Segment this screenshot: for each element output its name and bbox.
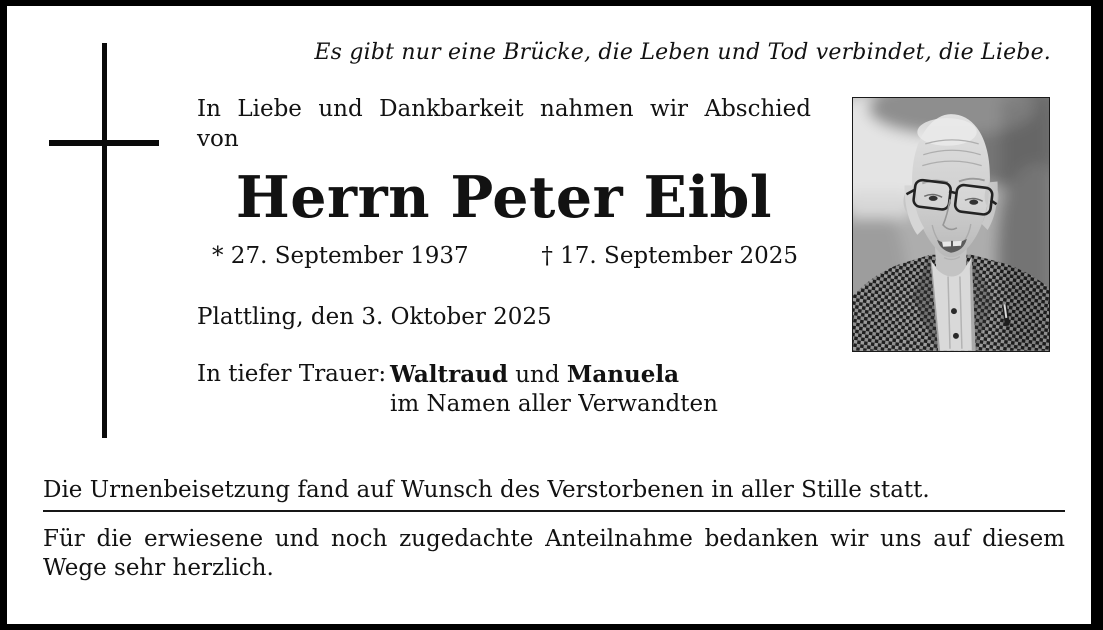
life-dates-row [212, 243, 798, 269]
deceased-portrait-photo [852, 97, 1050, 352]
mourner-name-2: Manuela [566, 361, 679, 388]
mourning-label: In tiefer Trauer: [197, 361, 387, 387]
cross-vertical-bar [102, 43, 107, 438]
mourner-name-1: Waltraud [390, 361, 508, 388]
footer-section [43, 476, 1065, 606]
portrait-illustration [853, 98, 1049, 351]
divider-line [43, 510, 1065, 512]
notice-content-area [7, 6, 1091, 624]
thanks-note-line1: Für die erwiesene und noch zugedachte Anteilnahme bedanken wir uns auf diesem [43, 526, 1065, 552]
cross-horizontal-bar [49, 140, 159, 146]
place-and-date: Plattling, den 3. Oktober 2025 [197, 304, 552, 330]
mourning-note: im Namen aller Verwandten [390, 391, 718, 417]
mourner-names [390, 361, 679, 388]
death-date: † 17. September 2025 [541, 243, 798, 269]
main-text-column [197, 6, 811, 446]
epigraph-quote: Es gibt nur eine Brücke, die Leben und Tod verbindet, die Liebe. [314, 40, 1051, 65]
burial-note: Die Urnenbeisetzung fand auf Wunsch des Verstorbenen in aller Stille statt. [43, 477, 930, 503]
intro-text-line1: In Liebe und Dankbarkeit nahmen wir Abschied [197, 96, 811, 122]
mourner-conjunction: und [507, 362, 567, 388]
birth-date: * 27. September 1937 [212, 243, 469, 269]
thanks-note-line2: Wege sehr herzlich. [43, 555, 274, 581]
intro-text-line2: von [197, 126, 239, 152]
deceased-name: Herrn Peter Eibl [235, 164, 773, 231]
